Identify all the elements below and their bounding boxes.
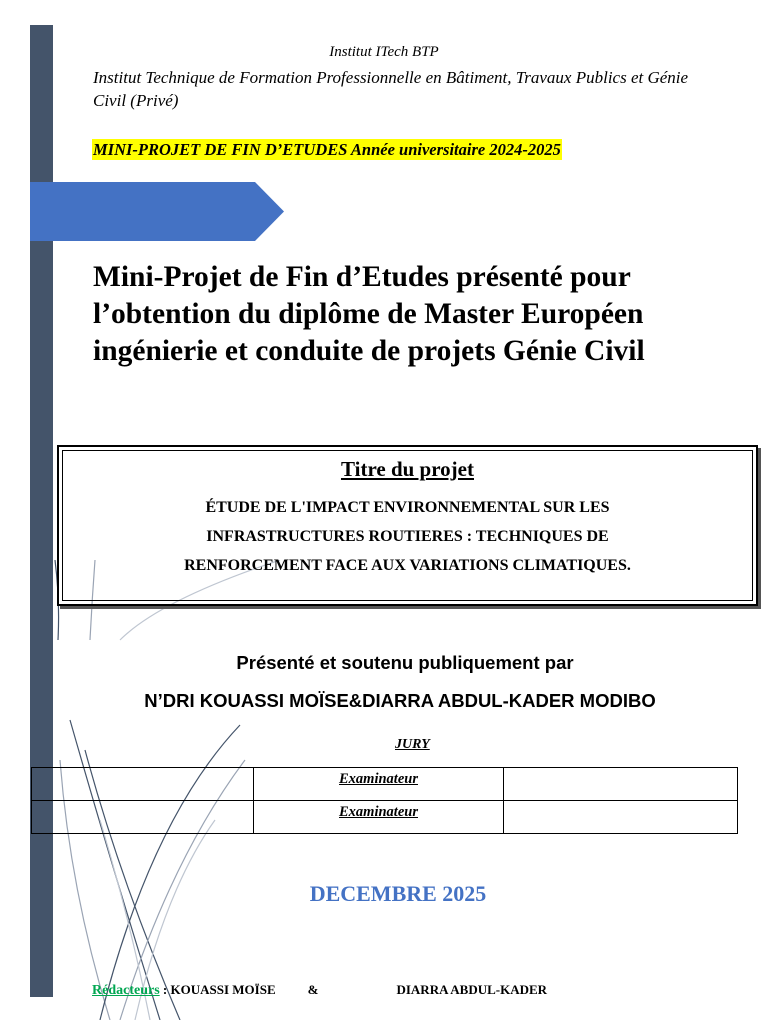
authors-names: N’DRI KOUASSI MOÏSE&DIARRA ABDUL-KADER MODIBO — [144, 690, 656, 711]
project-title-line-1: ÉTUDE DE L'IMPACT ENVIRONNEMENTAL SUR LES — [205, 499, 610, 516]
project-title-text — [73, 493, 742, 580]
footer-label: Rédacteurs — [92, 983, 160, 998]
jury-name-cell — [32, 801, 254, 834]
jury-role: Examinateur — [339, 804, 418, 820]
project-year-banner: MINI-PROJET DE FIN D’ETUDES Année universitaire 2024-2025 — [93, 140, 561, 159]
project-title-box-inner — [62, 450, 753, 601]
submission-date: DECEMBRE 2025 — [309, 881, 487, 906]
jury-role-cell — [254, 768, 504, 801]
project-title-box — [57, 445, 758, 606]
footer-author-1: KOUASSI MOÏSE — [170, 982, 276, 997]
jury-name-cell — [32, 768, 254, 801]
footer-ampersand: & — [307, 982, 319, 997]
document-title: Mini-Projet de Fin d’Etudes présenté pour l’obtention du diplôme de Master Européen ingénierie et conduite de projets Génie Civil — [93, 261, 645, 367]
arrow-band — [30, 182, 284, 241]
jury-label: JURY — [395, 737, 430, 752]
footer-separator: : — [159, 982, 171, 997]
project-title-line-3: RENFORCEMENT FACE AUX VARIATIONS CLIMATIQUES. — [184, 557, 631, 574]
jury-extra-cell — [504, 801, 738, 834]
institute-full-name: Institut Technique de Formation Professionnelle en Bâtiment, Travaux Publics et Génie Civil (Privé) — [93, 68, 689, 110]
project-title-line-2: INFRASTRUCTURES ROUTIERES : TECHNIQUES DE — [206, 528, 609, 545]
jury-table — [31, 767, 738, 834]
jury-row — [32, 801, 738, 834]
jury-row — [32, 768, 738, 801]
jury-role: Examinateur — [339, 771, 418, 787]
institute-short-name: Institut ITech BTP — [329, 44, 439, 60]
jury-role-cell — [254, 801, 504, 834]
project-title-heading: Titre du projet — [340, 457, 474, 481]
footer-author-2: DIARRA ABDUL-KADER — [396, 982, 548, 997]
presented-by-label: Présenté et soutenu publiquement par — [236, 652, 574, 673]
jury-extra-cell — [504, 768, 738, 801]
footer-authors — [92, 982, 547, 999]
